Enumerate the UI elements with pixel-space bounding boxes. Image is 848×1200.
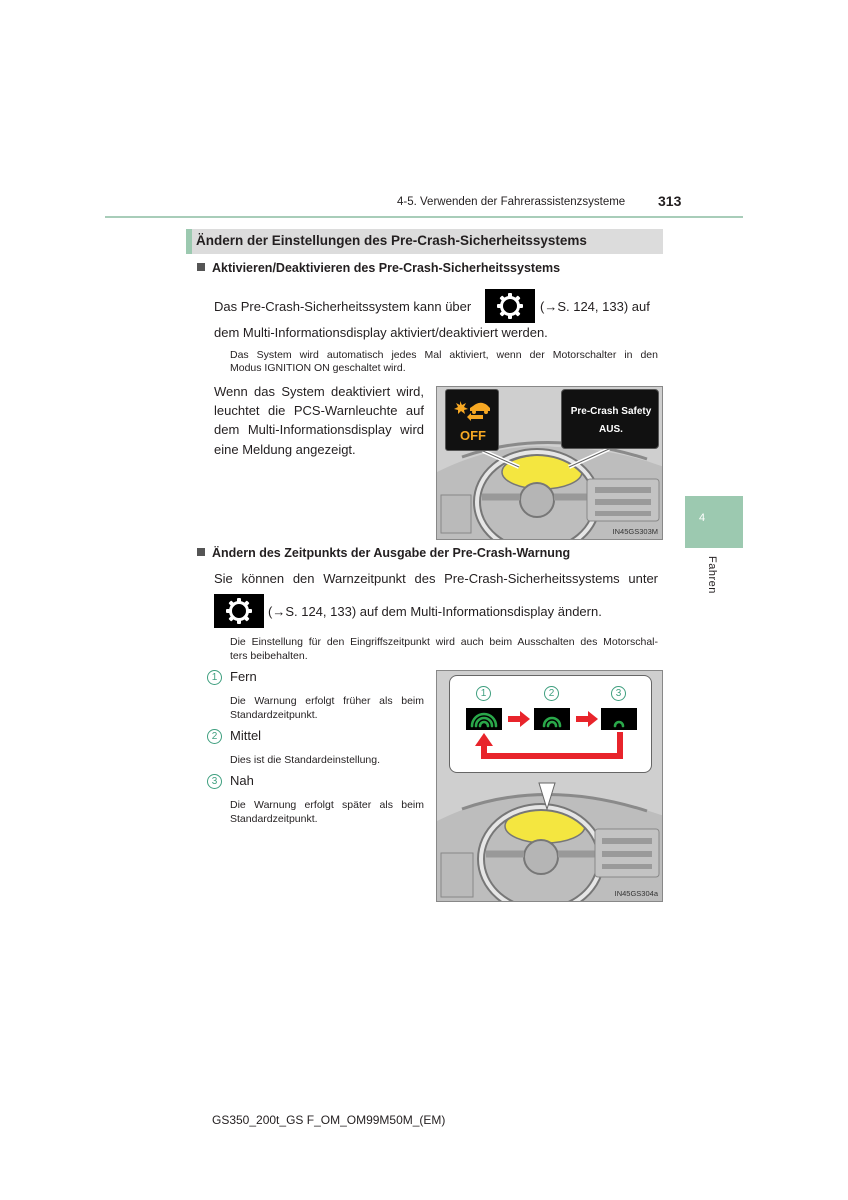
paragraph-off-line1: Wenn das System deaktiviert wird, (214, 384, 424, 399)
item-number-2: 2 (207, 729, 222, 744)
item-desc-nah-line1: Die Warnung erfolgt später als beim (230, 799, 424, 811)
bullet-square-icon (197, 263, 205, 271)
figure-code: IN45GS303M (612, 527, 658, 536)
item-label-mittel: Mittel (230, 728, 262, 743)
subheading-timing-text: Ändern des Zeitpunkts der Ausgabe der Pre-Crash-Warnung (212, 546, 571, 560)
item-desc-nah-line2: Standardzeitpunkt. (230, 813, 318, 825)
item-desc-mittel: Dies ist die Standardeinstellung. (230, 754, 381, 766)
footer-code: GS350_200t_GS F_OM_OM99M50M_(EM) (212, 1113, 446, 1127)
gear-icon (225, 597, 253, 625)
chapter-tab (685, 496, 743, 548)
item-number-3: 3 (207, 774, 222, 789)
running-header: 4-5. Verwenden der Fahrerassistenzsysteme (397, 196, 626, 208)
message-line2: AUS. (599, 424, 623, 435)
pcs-warning-light (445, 389, 499, 451)
figure-code: IN45GS304a (614, 889, 658, 898)
paragraph-timing-line1: Sie können den Warnzeitpunkt des Pre-Crash-Sicherheitssystems unter (214, 571, 658, 586)
pcs-off-indicator-text: OFF (460, 428, 486, 443)
header-rule (105, 216, 743, 218)
note-timing-line2: ters beibehalten. (230, 650, 308, 662)
settings-button (214, 594, 264, 628)
timing-number-3: 3 (611, 686, 626, 701)
subheading-timing (197, 546, 570, 560)
paragraph-off-line2: leuchtet die PCS-Warnleuchte auf (214, 403, 424, 418)
paragraph-timing-line2: (→S. 124, 133) auf dem Multi-Informationsdisplay ändern. (268, 604, 602, 619)
item-desc-fern-line2: Standardzeitpunkt. (230, 709, 318, 721)
bullet-square-icon (197, 548, 205, 556)
item-number-1: 1 (207, 670, 222, 685)
settings-button (485, 289, 535, 323)
message-line1: Pre-Crash Safety (570, 406, 652, 417)
paragraph-activate-line1b: (→S. 124, 133) auf (540, 299, 650, 314)
note-activate-line2: Modus IGNITION ON geschaltet wird. (230, 362, 406, 374)
cycle-arrows-icon (450, 676, 653, 774)
gear-icon (496, 292, 524, 320)
message-display (561, 389, 659, 449)
timing-number-2: 2 (544, 686, 559, 701)
item-desc-fern-line1: Die Warnung erfolgt früher als beim (230, 695, 424, 707)
figure-warning-timing (436, 670, 663, 902)
chapter-tab-number: 4 (699, 512, 706, 524)
item-label-nah: Nah (230, 773, 254, 788)
item-label-fern: Fern (230, 669, 257, 684)
subheading-activate-text: Aktivieren/Deaktivieren des Pre-Crash-Sicherheitssystems (212, 261, 561, 275)
section-title: Ändern der Einstellungen des Pre-Crash-Sicherheitssystems (196, 233, 587, 248)
page-number: 313 (658, 193, 682, 209)
paragraph-off-line4: eine Meldung angezeigt. (214, 442, 356, 457)
note-timing-line1: Die Einstellung für den Eingriffszeitpunkt wird auch beim Ausschalten des Motorschal- (230, 636, 658, 648)
timing-callout (449, 675, 652, 773)
timing-number-1: 1 (476, 686, 491, 701)
paragraph-activate-line2: dem Multi-Informationsdisplay aktiviert/deaktiviert werden. (214, 325, 548, 340)
note-activate-line1: Das System wird automatisch jedes Mal aktiviert, wenn der Motorschalter in den (230, 349, 658, 361)
paragraph-activate-line1a: Das Pre-Crash-Sicherheitssystem kann über (214, 299, 472, 314)
subheading-activate (197, 261, 560, 275)
paragraph-off-line3: dem Multi-Informationsdisplay wird (214, 422, 424, 437)
figure-pcs-off (436, 386, 663, 540)
chapter-tab-label: Fahren (706, 556, 718, 594)
pcs-warning-icon (453, 396, 493, 424)
